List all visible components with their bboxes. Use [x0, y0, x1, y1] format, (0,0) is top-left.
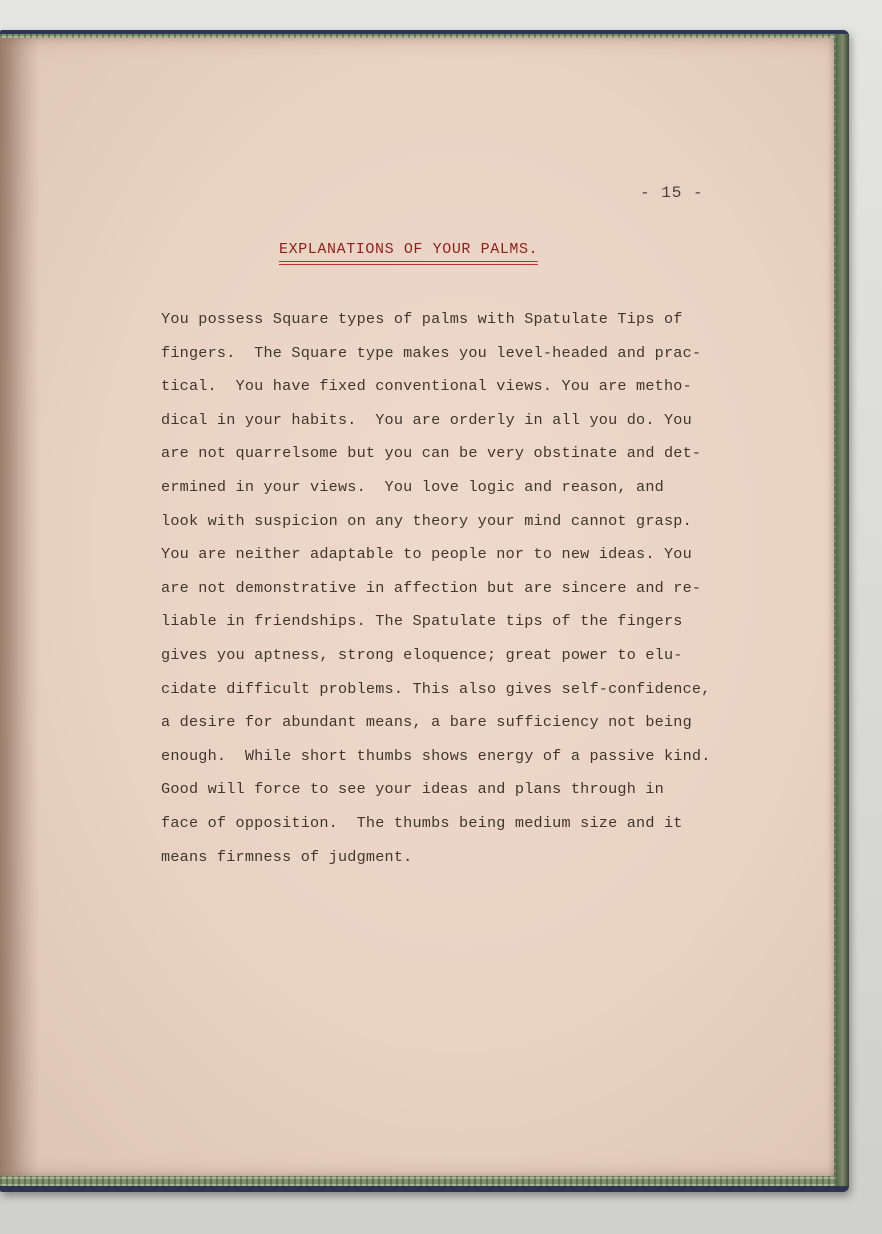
text-line: cidate difficult problems. This also gives self-confidence,	[161, 679, 711, 698]
text-line: are not demonstrative in affection but are sincere and re-	[161, 578, 702, 597]
text-line: Good will force to see your ideas and plans through in	[161, 780, 664, 799]
body-paragraph	[161, 303, 781, 874]
text-line: You are neither adaptable to people nor to new ideas. You	[161, 545, 692, 564]
page-heading: EXPLANATIONS OF YOUR PALMS.	[279, 241, 538, 262]
text-line: look with suspicion on any theory your mind cannot grasp.	[161, 511, 692, 530]
text-line: a desire for abundant means, a bare sufficiency not being	[161, 713, 692, 732]
text-line: enough. While short thumbs shows energy of a passive kind.	[161, 746, 711, 765]
text-line: face of opposition. The thumbs being medium size and it	[161, 813, 683, 832]
page-number: - 15 -	[640, 184, 704, 202]
text-line: tical. You have fixed conventional views. You are metho-	[161, 377, 692, 396]
text-line: gives you aptness, strong eloquence; great power to elu-	[161, 645, 683, 664]
cover-edge	[836, 34, 849, 1186]
text-line: means firmness of judgment.	[161, 847, 413, 866]
text-line: are not quarrelsome but you can be very obstinate and det-	[161, 444, 702, 463]
text-line: dical in your habits. You are orderly in all you do. You	[161, 410, 692, 429]
text-line: fingers. The Square type makes you level-headed and prac-	[161, 343, 702, 362]
text-line: ermined in your views. You love logic and reason, and	[161, 477, 664, 496]
binding-shadow	[0, 38, 40, 1176]
text-line: liable in friendships. The Spatulate tips of the fingers	[161, 612, 683, 631]
text-line: You possess Square types of palms with Spatulate Tips of	[161, 310, 683, 328]
